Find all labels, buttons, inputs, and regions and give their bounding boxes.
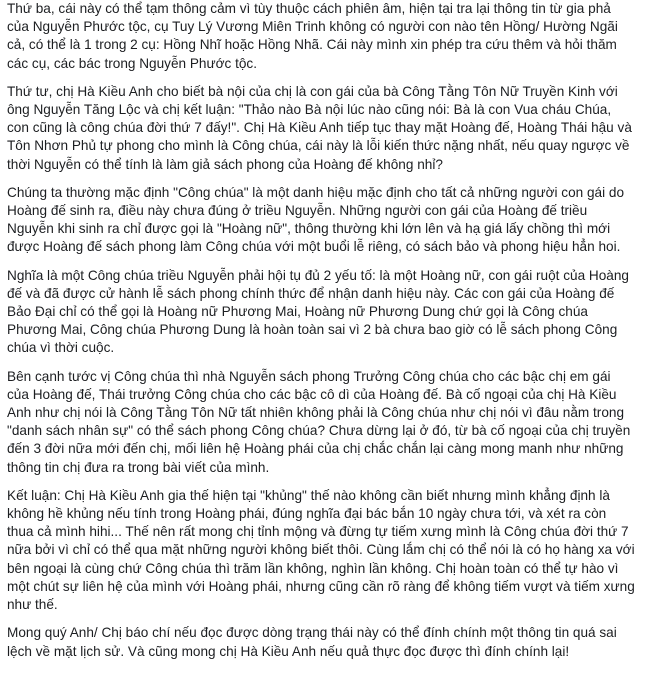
paragraph-fourth-point: Thứ tư, chị Hà Kiều Anh cho biết bà nội của chị là con gái của bà Công Tằng Tôn Nữ Truyền Kinh với ông Nguyễn Tăng Lộc và chị kết luận: "Thảo nào Bà nội lúc nào cũng nói: Bà là con Vua cháu Chúa, con cũng là công chúa đời thứ 7 đấy!". Chị Hà Kiều Anh tiếp tục thay mặt Hoàng đế, Hoàng Thái hậu và Tôn Nhơn Phủ tự phong cho mình là Công chúa, cái này là lỗi kiến thức nặng nhất, nếu quay ngược về thời Nguyễn có thể tính là làm giả sách phong của Hoàng đế không nhỉ? xyxy=(7,83,632,172)
paragraph-third-point: Thứ ba, cái này có thể tạm thông cảm vì tùy thuộc cách phiên âm, hiện tại tra lại thông tin từ gia phả của Nguyễn Phước tộc, cụ Tuy Lý Vương Miên Trinh không có người con nào tên Hồng/ Hường Ngãi cả, có thể là 1 trong 2 cụ: Hồng Nhĩ hoặc Hồng Nhã. Cái này mình xin phép tra cứu thêm và hỏi thăm các cụ, các bác trong Nguyễn Phước tộc. xyxy=(7,1,618,71)
paragraph-elder-princess: Bên cạnh tước vị Công chúa thì nhà Nguyễn sách phong Trưởng Công chúa cho các bậc chị em gái của Hoàng đế, Thái trưởng Công chúa cho các bậc cô dì của Hoàng đế. Bà cố ngoại của chị Hà Kiều Anh như chị nói là Công Tằng Tôn Nữ tất nhiên không phải là Công chúa như chị nói vì đâu nằm trong "danh sách nhân sự" có thể sách phong Công chúa? Chưa dừng lại ở đó, từ bà cố ngoại của chị truyền đến 3 đời nữa mới đến chị, mối liên hệ Hoàng phái của chị chắc chắn lại càng mong manh như những thông tin chị đưa ra trong bài viết của mình. xyxy=(7,368,631,475)
paragraph-conclusion: Kết luận: Chị Hà Kiều Anh gia thế hiện tại "khủng" thế nào không cần biết nhưng mình khẳng định là không hề khủng nếu tính trong Hoàng phái, đúng nghĩa đại bác bắn 10 ngày chưa tới, và xét ra còn thua cả mình hihi... Thế nên rất mong chị tỉnh mộng và đừng tự tiếm xưng mình là Công chúa đời thứ 7 nữa bởi vì chỉ có thể qua mặt những người không biết thôi. Cùng lắm chị có thể nói là có họ hàng xa với bên ngoại là cùng chứ Công chúa thì trăm lần không, nghìn lần không. Chị hoàn toàn có thể tự hào vì một chút sự liên hệ của mình với Hoàng phái, nhưng cũng cần rõ ràng để không tiếm vượt và tiếm xưng như thế. xyxy=(7,487,635,613)
paragraph-princess-title: Chúng ta thường mặc định "Công chúa" là một danh hiệu mặc định cho tất cả những người con gái do Hoàng đế sinh ra, điều này chưa đúng ở triều Nguyễn. Những người con gái của Hoàng đế triều Nguyễn khi sinh ra chỉ được gọi là "Hoàng nữ", thông thường khi lớn lên và hạ giá lấy chồng thì mới được Hoàng đế sách phong làm Công chúa với một buổi lễ riêng, có sách bảo và phong hiệu hẳn hoi. xyxy=(7,184,625,255)
paragraph-princess-requirements: Nghĩa là một Công chúa triều Nguyễn phải hội tụ đủ 2 yếu tố: là một Hoàng nữ, con gái ruột của Hoàng đế và đã được cử hành lễ sách phong chính thức để nhận danh hiệu này. Các con gái của Hoàng đế Bảo Đại chỉ có thể gọi là Hoàng nữ Phương Mai, Hoàng nữ Phương Dung chứ gọi là Công chúa Phương Mai, Công chúa Phương Dung là hoàn toàn sai vì 2 bà chưa bao giờ có lễ sách phong Công chúa vì thời cuộc. xyxy=(7,267,629,356)
paragraph-request-correction: Mong quý Anh/ Chị báo chí nếu đọc được dòng trạng thái này có thể đính chính một thông tin quá sai lệch về mặt lịch sử. Và cũng mong chị Hà Kiều Anh nếu quả thực đọc được thì đính chính lại! xyxy=(7,625,617,659)
